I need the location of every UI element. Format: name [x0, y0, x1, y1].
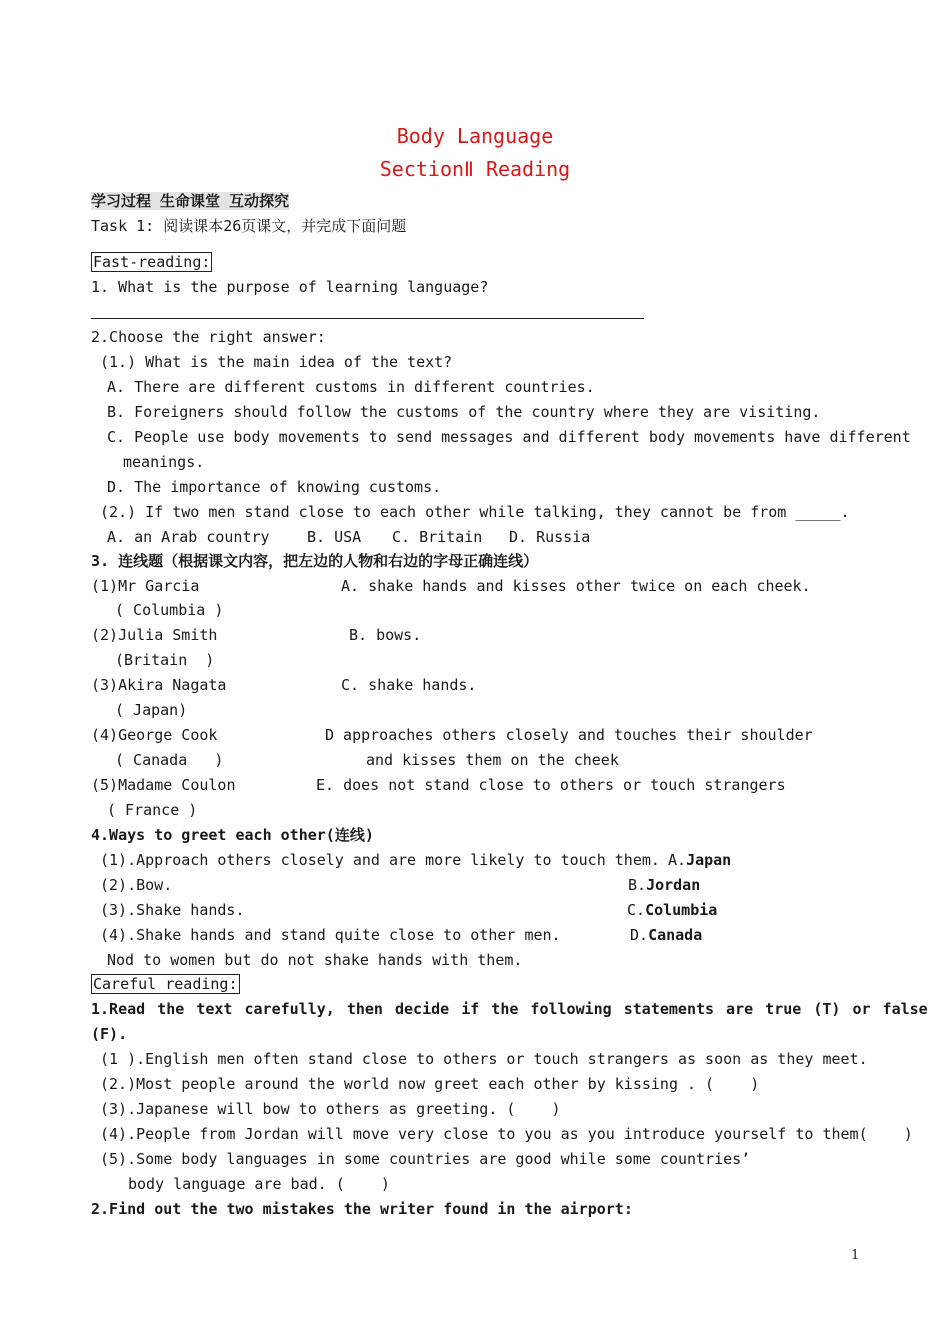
option-c: C. Britain [392, 528, 483, 546]
person-country: ( Japan) [115, 701, 188, 719]
question-1: 1. What is the purpose of learning language? [91, 278, 489, 296]
answer-line [91, 318, 644, 319]
person-name: (5)Madame Coulon [91, 776, 236, 794]
option-d: D. The importance of knowing customs. [107, 478, 442, 496]
person-name: (3)Akira Nagata [91, 676, 227, 694]
person-name: (2)Julia Smith [91, 626, 218, 644]
action-e: E. does not stand close to others or touch strangers [316, 776, 786, 794]
country-option: D.Canada [630, 926, 703, 944]
page-number: 1 [851, 1248, 860, 1263]
option-a: A. There are different customs in different countries. [107, 378, 595, 396]
question-2-1: (1.) What is the main idea of the text? [100, 353, 453, 371]
country-option: B.Jordan [628, 876, 701, 894]
greeting-way: (1).Approach others closely and are more likely to touch them. [100, 851, 660, 869]
section-heading: 学习过程 生命课堂 互动探究 [91, 192, 290, 210]
statement-continued: body language are bad. ( ) [128, 1175, 390, 1193]
greeting-way: (2).Bow. [100, 876, 173, 894]
person-name: (1)Mr Garcia [91, 577, 200, 595]
person-country: ( France ) [107, 801, 198, 819]
action-c: C. shake hands. [341, 676, 477, 694]
option-b: B. Foreigners should follow the customs of the country where they are visiting. [107, 403, 821, 421]
action-a: A. shake hands and kisses other twice on each cheek. [341, 577, 811, 595]
question-2-2: (2.) If two men stand close to each other while talking, they cannot be from _____. [100, 503, 850, 521]
careful-question-1-title-continued: (F). [91, 1025, 128, 1043]
greeting-way: (4).Shake hands and stand quite close to other men. [100, 926, 561, 944]
option-b: B. USA [307, 528, 362, 546]
person-country: ( Canada ) [115, 751, 224, 769]
greeting-way-continued: Nod to women but do not shake hands with them. [107, 951, 523, 969]
option-c-continued: meanings. [123, 453, 205, 471]
document-subtitle: SectionⅡ Reading [379, 157, 571, 181]
fast-reading-label: Fast-reading: [93, 253, 211, 271]
country-option: A.Japan [668, 851, 732, 869]
country-option: C.Columbia [627, 901, 718, 919]
statement: (4).People from Jordan will move very close to you as you introduce yourself to them( ) [100, 1125, 913, 1143]
statement: (5).Some body languages in some countries are good while some countries’ [100, 1150, 751, 1168]
careful-question-2-title: 2.Find out the two mistakes the writer found in the airport: [91, 1200, 633, 1218]
action-d: D approaches others closely and touches their shoulder [325, 726, 813, 744]
greeting-way: (3).Shake hands. [100, 901, 245, 919]
statement: (3).Japanese will bow to others as greeting. ( ) [100, 1100, 561, 1118]
option-d: D. Russia [509, 528, 591, 546]
person-name: (4)George Cook [91, 726, 218, 744]
action-b: B. bows. [349, 626, 422, 644]
question-4-title: 4.Ways to greet each other(连线) [91, 826, 374, 844]
question-3-title: 3. 连线题（根据课文内容，把左边的人物和右边的字母正确连线） [91, 552, 539, 570]
person-country: ( Columbia ) [115, 601, 224, 619]
task-heading: Task 1: 阅读课本26页课文，并完成下面问题 [91, 217, 407, 235]
question-2-title: 2.Choose the right answer: [91, 328, 326, 346]
careful-question-1-title: 1.Read the text carefully, then decide if the following statements are true (T) or false [91, 1000, 928, 1018]
action-d-continued: and kisses them on the cheek [366, 751, 619, 769]
careful-reading-label: Careful reading: [93, 975, 238, 993]
option-a: A. an Arab country [107, 528, 270, 546]
statement: (1 ).English men often stand close to others or touch strangers as soon as they meet. [100, 1050, 868, 1068]
option-c: C. People use body movements to send messages and different body movements have different [107, 428, 911, 446]
statement: (2.)Most people around the world now greet each other by kissing . ( ) [100, 1075, 760, 1093]
person-country: (Britain ) [115, 651, 215, 669]
document-title: Body Language [396, 124, 554, 148]
